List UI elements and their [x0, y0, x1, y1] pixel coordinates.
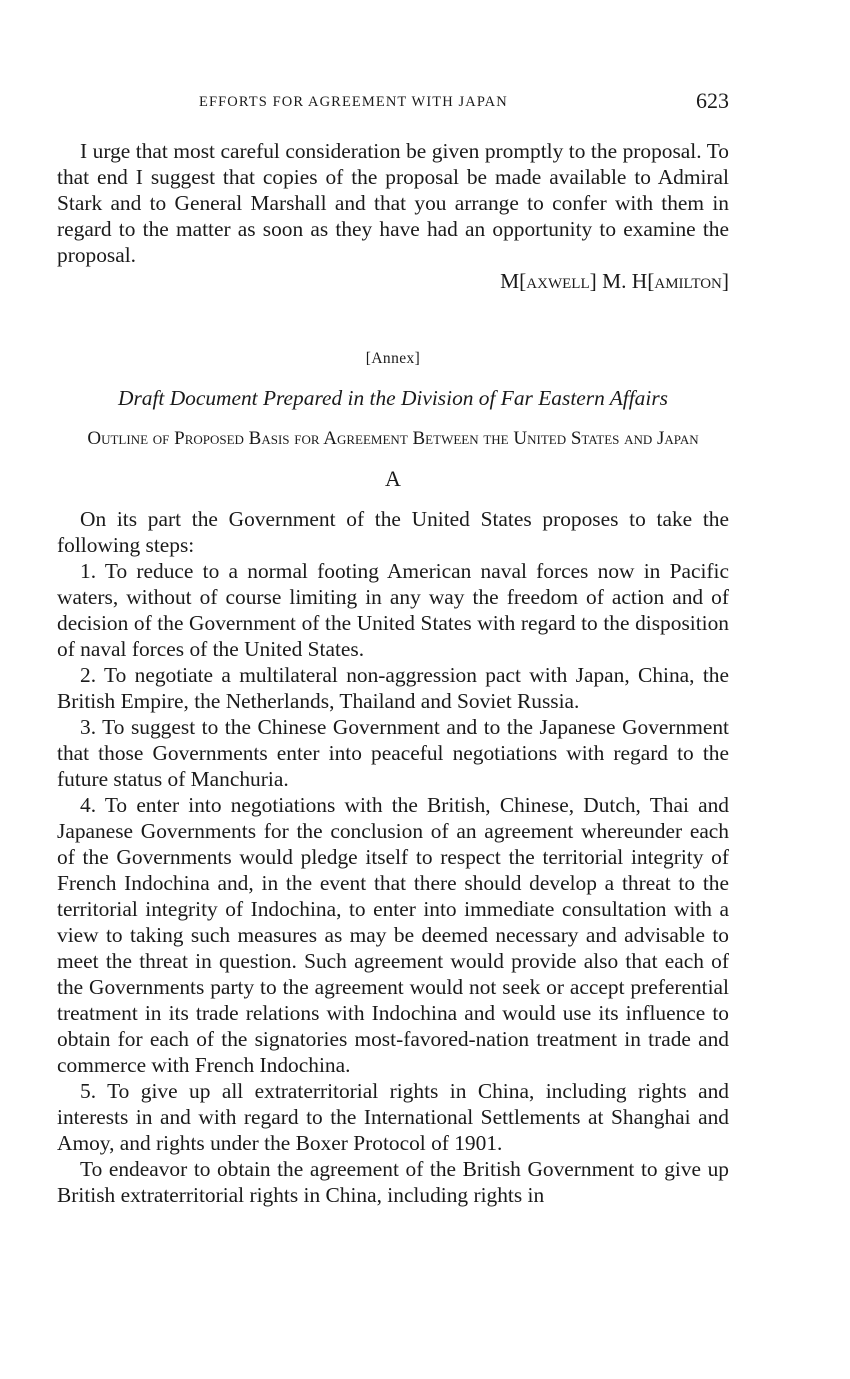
section-letter: A — [385, 466, 401, 491]
signature: M[axwell] M. H[amilton] — [500, 269, 729, 293]
step-3-paragraph: 3. To suggest to the Chinese Government and to the Japanese Government that those Governments enter into peaceful negotiations with regard to the future status of Manchuria. — [57, 715, 729, 791]
step-2-paragraph: 2. To negotiate a multilateral non-aggression pact with Japan, China, the British Empire, the Netherlands, Thailand and Soviet Russia. — [57, 663, 729, 713]
step-4-paragraph: 4. To enter into negotiations with the British, Chinese, Dutch, Thai and Japanese Governments for the conclusion of an agreement whereunder each of the Governments would pledge itself to respect the territorial integrity of French Indochina and, in the event that there should develop a threat to the territorial integrity of Indochina, to enter into immediate consultation with a view to taking such measures as may be deemed necessary and advisable to meet the threat in question. Such agreement would provide also that each of the Governments party to the agreement would not seek or accept preferential treatment in its trade relations with Indochina and would use its influence to obtain for each of the signatories most-favored-nation treatment in trade and commerce with French Indochina. — [57, 793, 729, 1077]
document-page — [57, 88, 729, 1208]
step-5-paragraph: 5. To give up all extraterritorial rights in China, including rights and interests in and with regard to the International Settlements at Shanghai and Amoy, and rights under the Boxer Protocol of 1901. — [57, 1079, 729, 1155]
running-header — [57, 88, 729, 118]
running-title: EFFORTS FOR AGREEMENT WITH JAPAN — [199, 94, 508, 110]
page-number: 623 — [696, 88, 729, 113]
draft-subtitle: Draft Document Prepared in the Division of Far Eastern Affairs — [118, 386, 668, 410]
intro-paragraph: On its part the Government of the United States proposes to take the following steps: — [57, 507, 729, 557]
annex-label: [Annex] — [365, 350, 421, 367]
step-1-paragraph: 1. To reduce to a normal footing American naval forces now in Pacific waters, without of course limiting in any way the freedom of action and of decision of the Government of the United States with regard to the disposition of naval forces of the United States. — [57, 559, 729, 661]
outline-title: Outline of Proposed Basis for Agreement Between the United States and Japan — [87, 428, 699, 449]
continuation-paragraph: To endeavor to obtain the agreement of the British Government to give up British extraterritorial rights in China, including rights in — [57, 1157, 729, 1207]
memo-paragraph: I urge that most careful consideration be given promptly to the proposal. To that end I suggest that copies of the proposal be made available to Admiral Stark and to General Marshall and that you arrange to confer with them in regard to the matter as soon as they have had an opportunity to examine the proposal. — [57, 139, 729, 267]
